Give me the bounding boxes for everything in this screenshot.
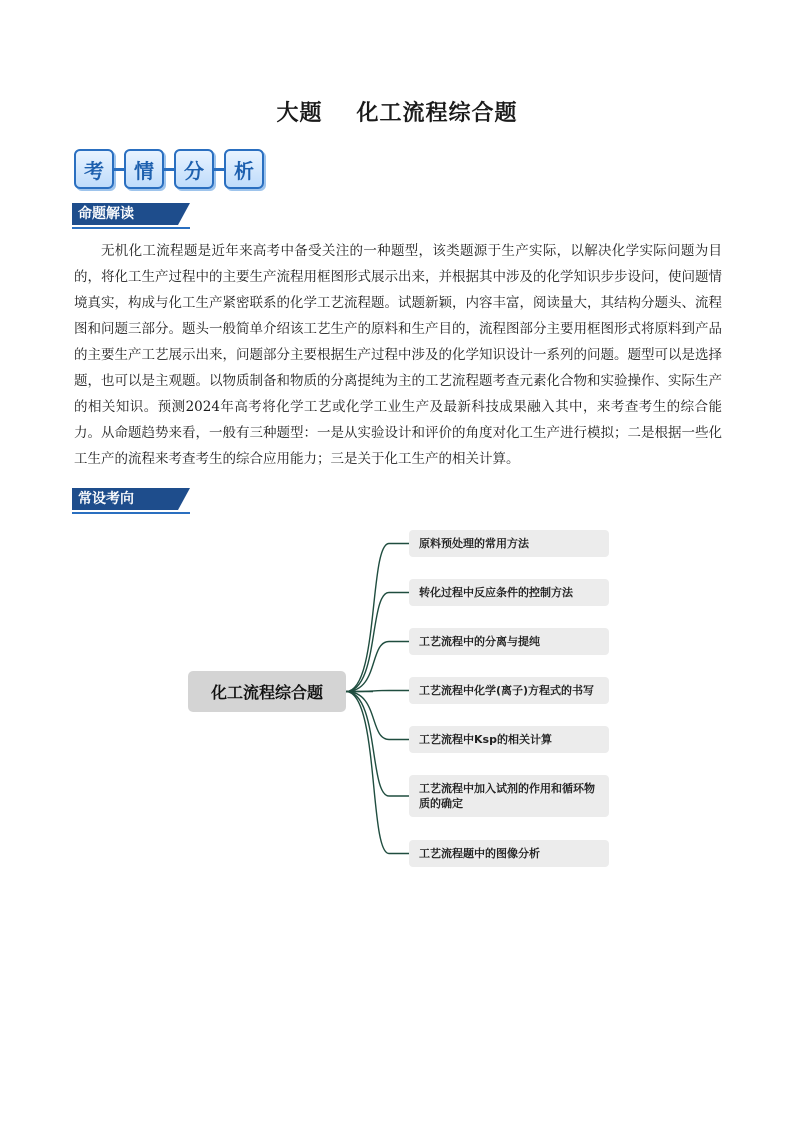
mindmap-branch-4: 工艺流程中化学(离子)方程式的书写 bbox=[409, 677, 609, 704]
badge-fen: 分 bbox=[174, 149, 214, 189]
section-heading-label: 常设考向 bbox=[72, 488, 178, 510]
mindmap-branch-7: 工艺流程题中的图像分析 bbox=[409, 840, 609, 867]
title-part-2: 化工流程综合题 bbox=[356, 101, 518, 126]
title-part-1: 大题 bbox=[276, 101, 323, 126]
mindmap-connector-6 bbox=[346, 692, 409, 797]
intro-paragraph: 无机化工流程题是近年来高考中备受关注的一种题型，该类题源于生产实际，以解决化学实际问题为目的，将化工生产过程中的主要生产流程用框图形式展示出来，并根据其中涉及的化学知识步步设问，使问题情境真实，构成与化工生产紧密联系的化学工艺流程题。试题新颖，内容丰富，阅读量大，其结构分题头、流程图和问题三部分。题头一般简单介绍该工艺生产的原料和生产目的，流程图部分主要用框图形式将原料到产品的主要生产工艺展示出来，问题部分主要根据生产过程中涉及的化学知识设计一系列的问题。题型可以是选择题，也可以是主观题。以物质制备和物质的分离提纯为主的工艺流程题考查元素化合物和实验操作、实际生产的相关知识。预测2024年高考将化学工艺或化学工业生产及最新科技成果融入其中，来考查考生的综合能力。从命题趋势来看，一般有三种题型：一是从实验设计和评价的角度对化工生产进行模拟；二是根据一些化工生产的流程来考查考生的综合应用能力；三是关于化工生产的相关计算。 bbox=[74, 243, 722, 467]
mindmap-root: 化工流程综合题 bbox=[188, 671, 346, 712]
mindmap-connector-1 bbox=[346, 544, 409, 692]
section-heading-label: 命题解读 bbox=[72, 203, 178, 225]
mindmap-branch-6: 工艺流程中加入试剂的作用和循环物质的确定 bbox=[409, 775, 609, 817]
badge-kao: 考 bbox=[74, 149, 114, 189]
mindmap-connector-3 bbox=[346, 642, 409, 692]
badge-xi: 析 bbox=[224, 149, 264, 189]
mindmap-connector-5 bbox=[346, 692, 409, 740]
badge-qing: 情 bbox=[124, 149, 164, 189]
mindmap-branch-1: 原料预处理的常用方法 bbox=[409, 530, 609, 557]
mindmap-connector-4 bbox=[346, 691, 409, 692]
mindmap-branch-3: 工艺流程中的分离与提纯 bbox=[409, 628, 609, 655]
mindmap-branch-2: 转化过程中反应条件的控制方法 bbox=[409, 579, 609, 606]
mindmap-branch-5: 工艺流程中Ksp的相关计算 bbox=[409, 726, 609, 753]
